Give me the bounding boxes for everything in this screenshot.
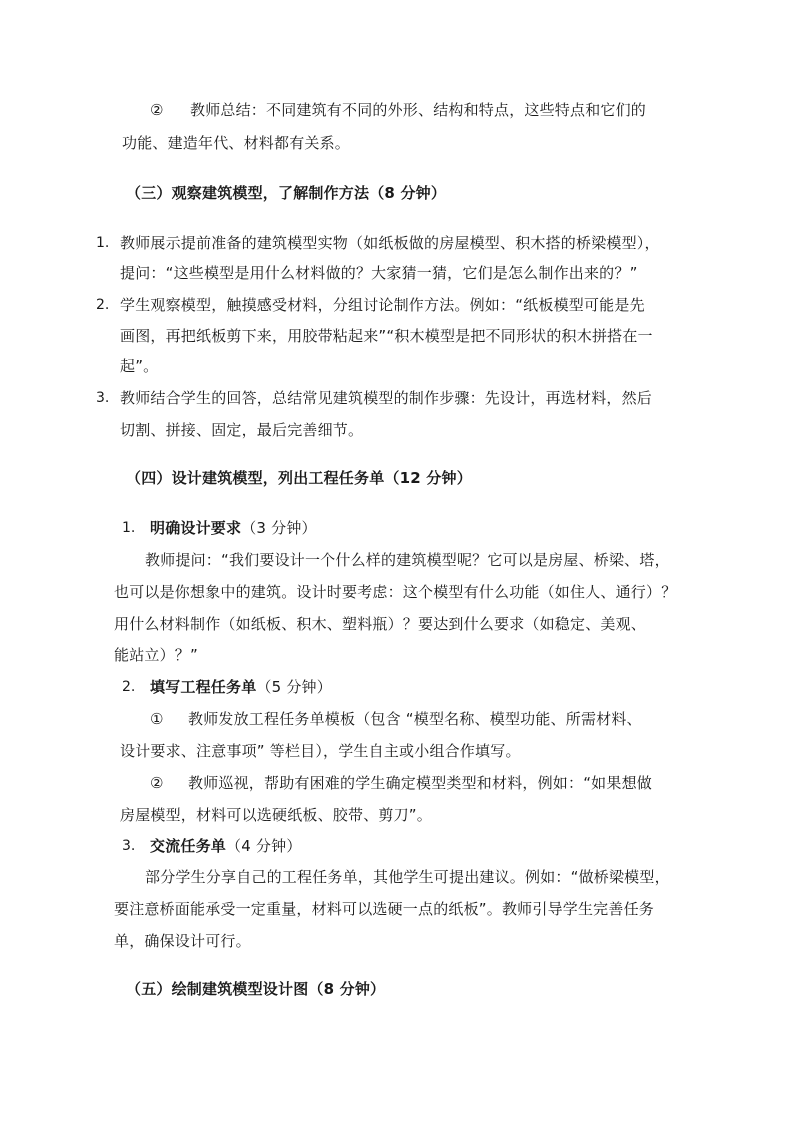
paragraph-line: 教师提问：“我们要设计一个什么样的建筑模型呢？它可以是房屋、桥梁、塔， (145, 551, 670, 569)
paragraph-line: 单，确保设计可行。 (114, 932, 251, 950)
subsection-title-text: 交流任务单 (150, 837, 227, 855)
list-item-line: 起”。 (120, 357, 159, 375)
subsection-number: 1. (122, 520, 136, 536)
paragraph-line: 能站立）？” (114, 646, 198, 664)
paragraph-line: 教师巡视，帮助有困难的学生确定模型类型和材料，例如：“如果想做 (188, 774, 652, 792)
subsection-title-text: 明确设计要求 (150, 519, 242, 537)
section-heading: （三）观察建筑模型，了解制作方法（8 分钟） (126, 184, 447, 202)
subsection-number: 3. (122, 838, 136, 854)
paragraph-line: 部分学生分享自己的工程任务单，其他学生可提出建议。例如：“做桥梁模型， (145, 868, 670, 886)
list-item-line: 教师展示提前准备的建筑模型实物（如纸板做的房屋模型、积木搭的桥梁模型）， (120, 234, 660, 252)
subsection-number: 2. (122, 679, 136, 695)
paragraph-line: 也可以是你想象中的建筑。设计时要考虑：这个模型有什么功能（如住人、通行）？ (114, 583, 677, 601)
list-item-line: 切割、拼接、固定，最后完善细节。 (120, 421, 364, 439)
circled-marker: ① (150, 710, 164, 728)
list-number: 1. (96, 235, 110, 251)
subsection-title (150, 677, 332, 697)
paragraph-line: 用什么材料制作（如纸板、积木、塑料瓶）？要达到什么要求（如稳定、美观、 (114, 615, 647, 633)
paragraph-line: 教师发放工程任务单模板（包含 “模型名称、模型功能、所需材料、 (188, 710, 642, 728)
subsection-time: （3 分钟） (241, 519, 317, 537)
subsection-title (150, 518, 317, 538)
list-item-line: 提问：“这些模型是用什么材料做的？大家猜一猜，它们是怎么制作出来的？” (120, 264, 638, 282)
list-number: 3. (96, 390, 110, 406)
intro-item-line: 功能、建造年代、材料都有关系。 (122, 134, 351, 152)
paragraph-line: 设计要求、注意事项” 等栏目），学生自主或小组合作填写。 (120, 742, 521, 760)
intro-item-marker: ② (150, 101, 164, 119)
list-item-line: 学生观察模型，触摸感受材料，分组讨论制作方法。例如：“纸板模型可能是先 (120, 296, 645, 314)
section-heading: （四）设计建筑模型，列出工程任务单（12 分钟） (126, 469, 472, 487)
intro-item-line: 教师总结：不同建筑有不同的外形、结构和特点，这些特点和它们的 (190, 101, 647, 119)
circled-marker: ② (150, 774, 164, 792)
paragraph-line: 要注意桥面能承受一定重量，材料可以选硬一点的纸板”。教师引导学生完善任务 (114, 900, 654, 918)
subsection-title-text: 填写工程任务单 (150, 678, 257, 696)
subsection-title (150, 836, 302, 856)
section-heading: （五）绘制建筑模型设计图（8 分钟） (126, 980, 386, 998)
list-item-line: 画图，再把纸板剪下来，用胶带粘起来”“积木模型是把不同形状的积木拼搭在一 (120, 327, 653, 345)
paragraph-line: 房屋模型，材料可以选硬纸板、胶带、剪刀”。 (120, 806, 432, 824)
subsection-time: （5 分钟） (256, 678, 332, 696)
subsection-time: （4 分钟） (226, 837, 302, 855)
list-item-line: 教师结合学生的回答，总结常见建筑模型的制作步骤：先设计，再选材料，然后 (120, 389, 653, 407)
list-number: 2. (96, 297, 110, 313)
